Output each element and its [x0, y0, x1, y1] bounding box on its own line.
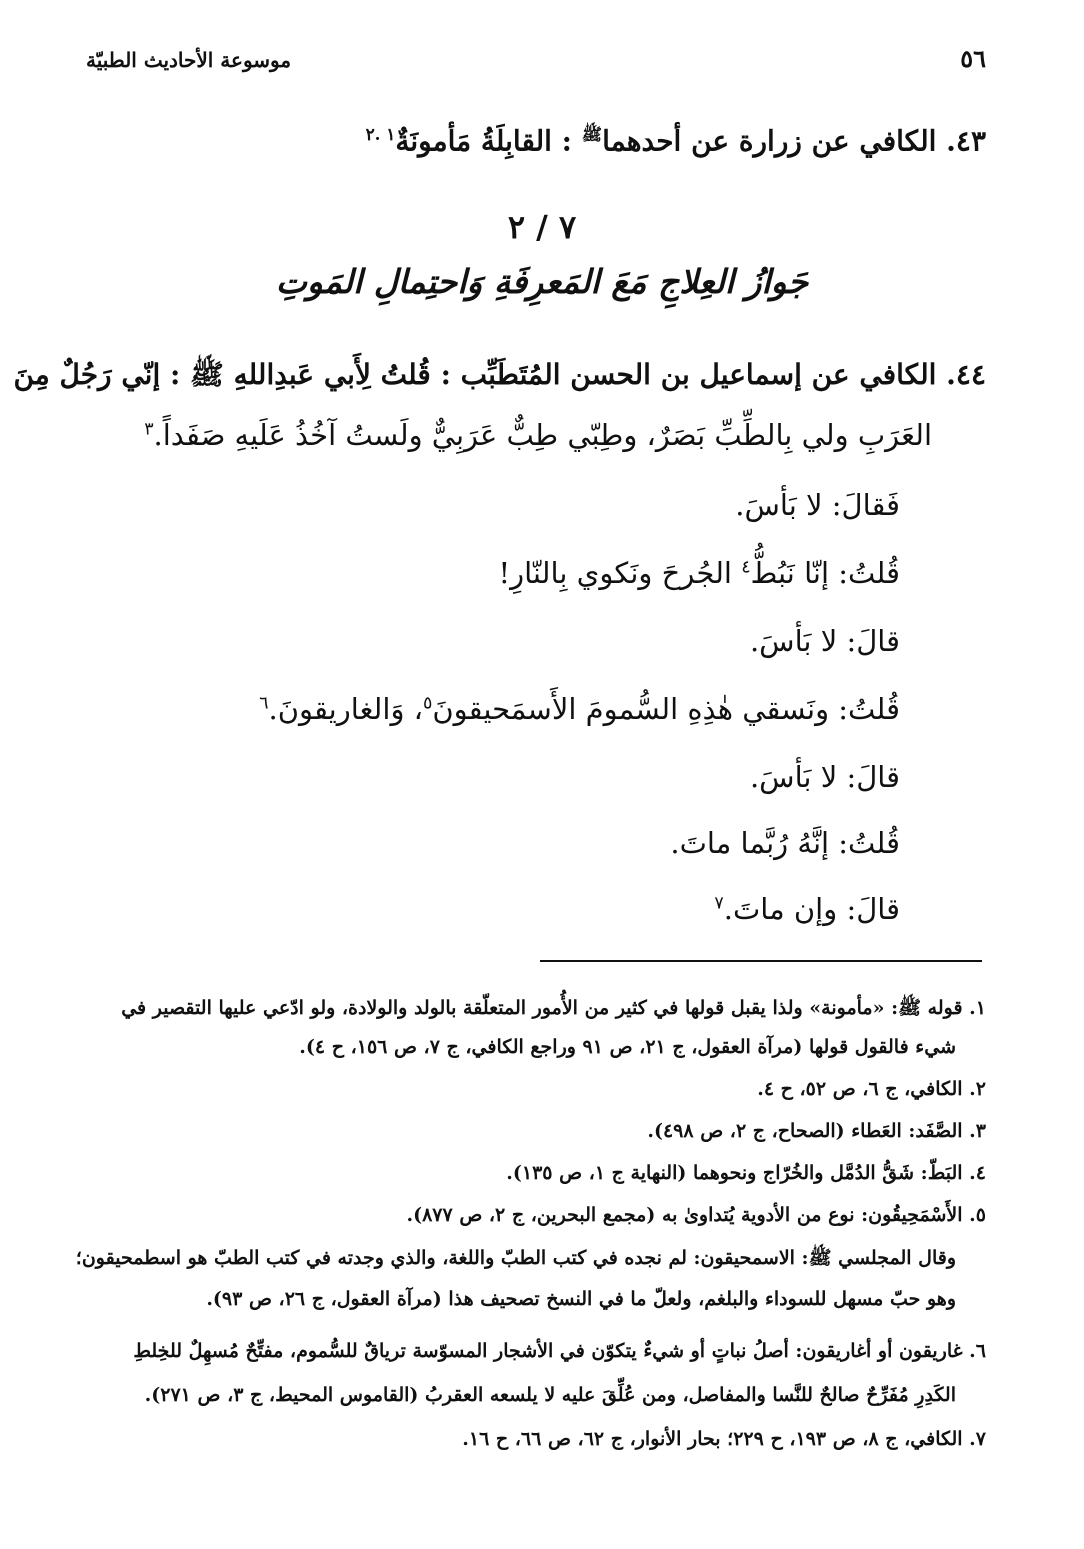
footnote-ref: ٣: [144, 419, 154, 440]
footnote-3: ٣. الصَّفَد: العَطاء (الصحاح، ج ٢، ص ٤٩٨).: [647, 1120, 986, 1142]
footnote-ref: ٥: [423, 693, 433, 714]
footnote-5-cont: وهو حبّ مسهل للسوداء والبلغم، ولعلّ ما في النسخ تصحيف هذا (مرآة العقول، ج ٢٦، ص ٩٣).: [206, 1288, 956, 1310]
hadith-44-line-2: [144, 418, 932, 452]
footnote-ref: ٧: [714, 893, 724, 914]
section-number: ٧ / ٢: [507, 208, 577, 246]
dialogue-text: قالَ: وإن ماتَ.: [723, 892, 900, 926]
dialogue-line: [259, 692, 900, 726]
footnote-separator: [540, 960, 982, 962]
dialogue-text: ، وَالغاريقونَ.: [268, 692, 424, 726]
hadith-text: : قُلتُ لِأَبي عَبدِاللهِ ﷺ : إنّي رَجُلٌ مِنَ: [13, 358, 451, 391]
hadith-number: ٤٣: [955, 124, 986, 158]
footnote-6-cont: الكَدِرِ مُفَرِّحٌ صالحٌ للنَّسا والمفاصل، ومن عُلِّقَ عليه لا يلسعه العقربُ (القاموس المحيط، ج ٣، ص ٢٧١).: [144, 1384, 956, 1406]
hadith-text: العَرَبِ ولي بِالطِّبِّ بَصَرٌ، وطِبّي طِبٌّ عَرَبِيٌّ ولَستُ آخُذُ عَلَيهِ صَفَداً.: [153, 418, 932, 452]
hadith-number: ٤٤: [955, 358, 986, 391]
dialogue-line: [750, 624, 900, 658]
hadith-narrator: الكافي عن زرارة عن أحدهما: [602, 124, 937, 158]
footnote-6: ٦. غاريقون أو أغاريقون: أصلُ نباتٍ أو شيءٌ يتكوّن في الأشجار المسوّسة ترياقٌ للسُّموم، مفتِّحٌ مُسهِلٌ للخِلطِ: [133, 1340, 986, 1362]
page-number: ٥٦: [960, 44, 986, 73]
footnote-ref: ٦: [259, 693, 269, 714]
hadith-43: ٤٣. الكافي عن زرارة عن أحدهما$^ﷺ$ : القابِلَةُ مَأمونَةٌ$^{١ .٢}$: [365, 124, 986, 158]
dialogue-line: [735, 488, 900, 522]
dialogue-text: قُلتُ: ونَسقي هٰذِهِ السُّمومَ الأَسمَحيقونَ: [432, 692, 900, 726]
footnote-2: ٢. الكافي، ج ٦، ص ٥٢، ح ٤.: [757, 1078, 986, 1100]
dialogue-text: قالَ: لا بَأسَ.: [749, 624, 900, 658]
footnote-5-cont: وقال المجلسي ﷺ: الاسمحيقون: لم نجده في كتب الطبّ واللغة، والذي وجدته في كتب الطبّ هو اسطمحيقون؛: [75, 1247, 956, 1269]
running-header-title: موسوعة الأحاديث الطبيّة: [86, 48, 292, 72]
dialogue-line: [750, 760, 900, 794]
blessing-glyph: ﷺ: [581, 124, 603, 144]
section-title: جَوازُ العِلاجِ مَعَ المَعرِفَةِ وَاحتِمالِ المَوتِ: [275, 262, 809, 301]
dialogue-text: قالَ: لا بَأسَ.: [749, 760, 900, 794]
dialogue-text: فَقالَ: لا بَأسَ.: [735, 488, 900, 522]
hadith-narrator: الكافي عن إسماعيل بن الحسن المُتَطَبِّب: [460, 358, 937, 391]
footnote-1-cont: شيء فالقول قولها (مرآة العقول، ج ٢١، ص ٩١ وراجع الكافي، ج ٧، ص ١٥٦، ح ٤).: [299, 1036, 956, 1058]
dialogue-line: [670, 826, 900, 860]
footnote-5: ٥. الأَسْمَحِيقُون: نوع من الأدوية يُتداوىٰ به (مجمع البحرين، ج ٢، ص ٨٧٧).: [406, 1204, 986, 1226]
footnote-4: ٤. البَطّ: شَقُّ الدُمَّل والخُرّاج ونحوهما (النهاية ج ١، ص ١٣٥).: [506, 1162, 986, 1184]
dialogue-text: قُلتُ: إنَّهُ رُبَّما ماتَ.: [670, 826, 900, 860]
dialogue-line: [498, 556, 900, 590]
footnote-ref: ٤: [741, 557, 751, 578]
dialogue-line: [714, 892, 900, 926]
dialogue-text: قُلتُ: إنّا نَبُطُّ: [750, 556, 900, 590]
hadith-text: : القابِلَةُ مَأمونَةٌ: [395, 124, 573, 158]
footnote-ref: ١ .٢: [365, 124, 396, 144]
hadith-44-line-1: ٤٤. الكافي عن إسماعيل بن الحسن المُتَطَبِّب : قُلتُ لِأَبي عَبدِاللهِ ﷺ : إنّي رَجُلٌ مِنَ: [13, 358, 986, 391]
footnote-1: ١. قوله ﷺ: «مأمونة» ولذا يقبل قولها في كثير من الأُمور المتعلّقة بالولد والولادة، ولو ادّعي عليها التقصير في: [121, 997, 986, 1019]
dialogue-text: الجُرحَ ونَكوي بِالنّارِ!: [498, 556, 732, 590]
footnote-7: ٧. الكافي، ج ٨، ص ١٩٣، ح ٢٢٩؛ بحار الأنوار، ج ٦٢، ص ٦٦، ح ١٦.: [462, 1428, 986, 1450]
